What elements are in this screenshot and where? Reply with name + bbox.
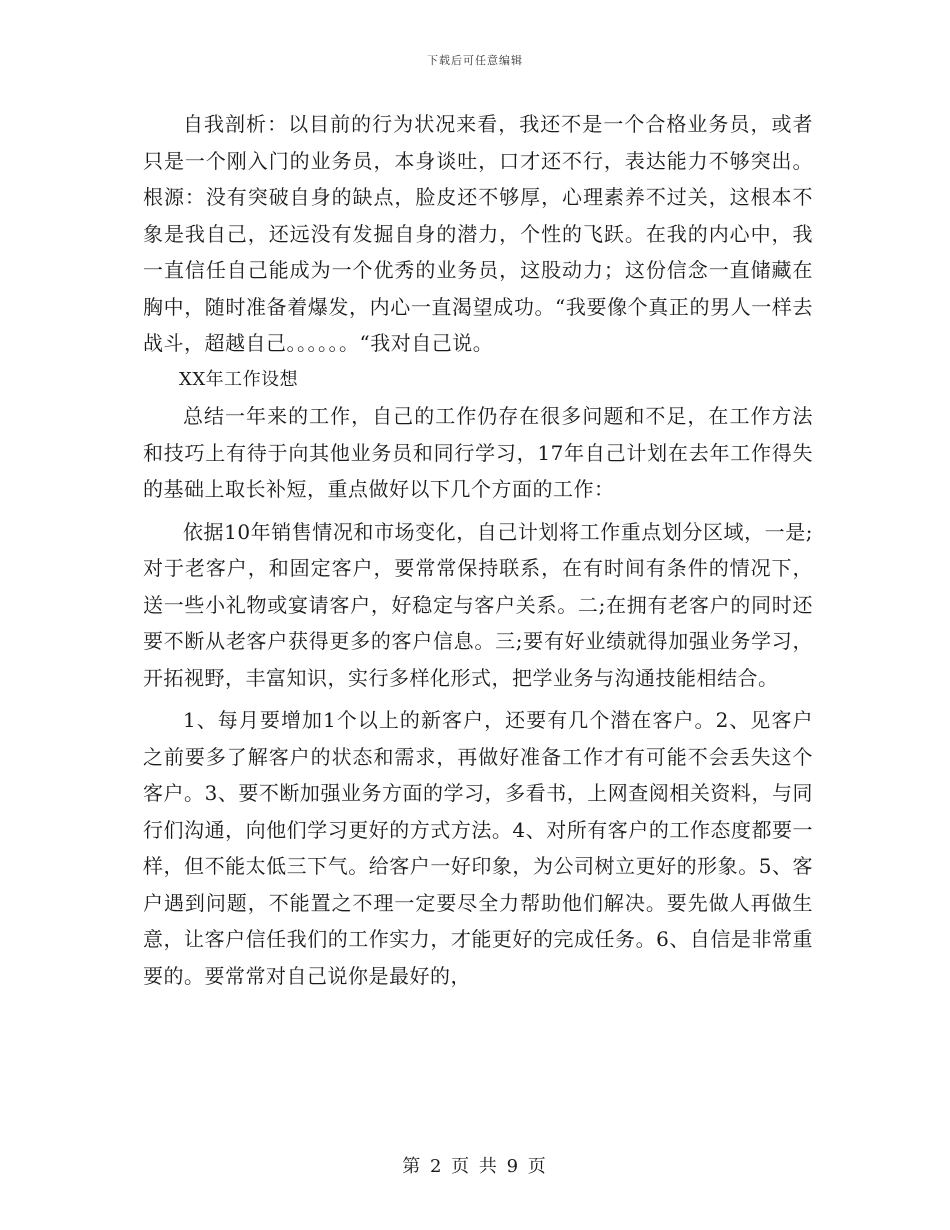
paragraph-summary: 总结一年来的工作，自己的工作仍存在很多问题和不足，在工作方法和技巧上有待于向其他业务员和同行学习，17年自己计划在去年工作得失的基础上取长补短，重点做好以下几个方面的工作： xyxy=(143,404,813,501)
page-number-footer: 第 2 页 共 9 页 xyxy=(402,1156,548,1177)
paragraph-regional-plan: 依据10年销售情况和市场变化，自己计划将工作重点划分区域，一是;对于老客户，和固定客户，要常常保持联系，在有时间有条件的情况下，送一些小礼物或宴请客户，好稳定与客户关系。二;在拥有老客户的同时还要不断从老客户获得更多的客户信息。三;要有好业绩就得加强业务学习，开拓视野，丰富知识，实行多样化形式，把学业务与沟通技能相结合。 xyxy=(143,519,813,690)
paragraph-action-items: 1、每月要增加1个以上的新客户，还要有几个潜在客户。2、见客户之前要多了解客户的状态和需求，再做好准备工作才有可能不会丢失这个客户。3、要不断加强业务方面的学习，多看书，上网查阅相关资料，与同行们沟通，向他们学习更好的方式方法。4、对所有客户的工作态度都要一样，但不能太低三下气。给客户一好印象，为公司树立更好的形象。5、客户遇到问题，不能置之不理一定要尽全力帮助他们解决。要先做人再做生意，让客户信任我们的工作实力，才能更好的完成任务。6、自信是非常重要的。要常常对自己说你是最好的， xyxy=(143,708,813,988)
document-body xyxy=(143,106,813,994)
paragraph-self-analysis: 自我剖析：以目前的行为状况来看，我还不是一个合格业务员，或者只是一个刚入门的业务员，本身谈吐，口才还不行，表达能力不够突出。根源：没有突破自身的缺点，脸皮还不够厚，心理素养不过关，这根本不象是我自己，还远没有发掘自身的潜力，个性的飞跃。在我的内心中，我一直信任自己能成为一个优秀的业务员，这股动力；这份信念一直储藏在胸中，随时准备着爆发，内心一直渴望成功。“我要像个真正的男人一样去战斗，超越自己。。。。。。“我对自己说。 xyxy=(143,112,813,355)
page-header: 下载后可任意编辑 xyxy=(427,54,523,67)
section-heading-work-plan: XX年工作设想 xyxy=(179,368,299,390)
